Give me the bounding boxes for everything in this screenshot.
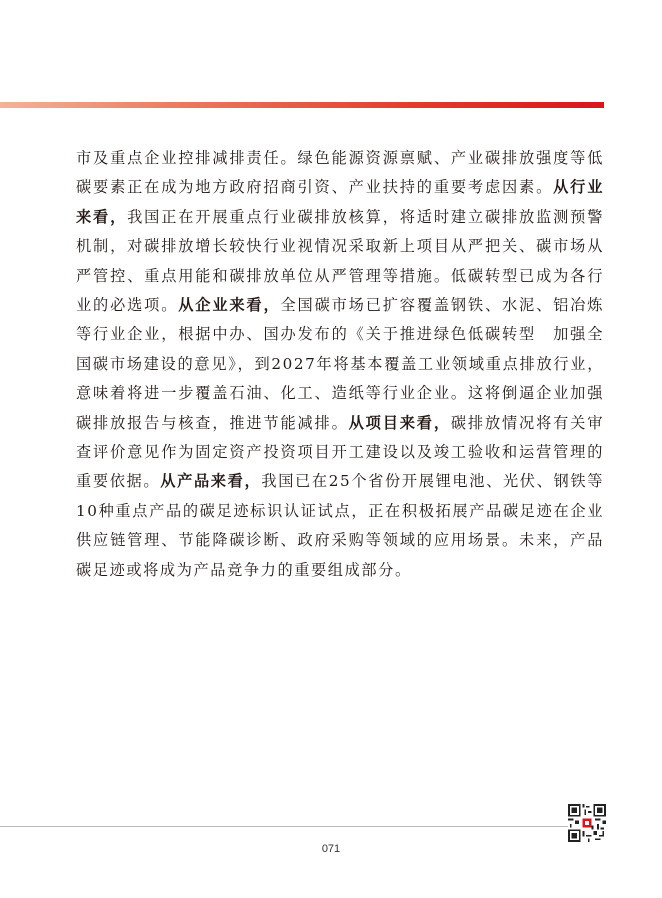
section-heading-industry: 从行业来看， [76,178,604,226]
text-segment: 全国碳市场已扩容覆盖钢铁、水泥、铝冶炼等行业企业，根据中办、国办发布的《关于推进绿色低碳转型 加强全国碳市场建设的意见》，到2027年将基本覆盖工业领域重点排放行业，意味着将进一步覆盖石油、化工、造纸等行业企业。这将倒逼企业加强碳排放报告与核查，推进节能减排。 [76,296,604,432]
body-paragraph [76,144,604,585]
text-segment: 我国正在开展重点行业碳排放核算，将适时建立碳排放监测预警机制，对碳排放增长较快行业视情况采取新上项目从严把关、碳市场从严管控、重点用能和碳排放单位从严管理等措施。低碳转型已成为各行业的必选项。 [76,207,604,315]
footer-divider [0,826,570,827]
section-heading-project: 从项目来看， [348,413,451,432]
text-segment: 市及重点企业控排减排责任。绿色能源资源禀赋、产业碳排放强度等低碳要素正在成为地方政府招商引资、产业扶持的重要考虑因素。 [76,149,604,197]
text-segment: 碳排放情况将有关审查评价意见作为固定资产投资项目开工建设以及竣工验收和运营管理的重要依据。 [76,413,604,491]
section-heading-product: 从产品来看， [160,472,262,491]
text-segment: 我国已在25个省份开展锂电池、光伏、钢铁等10种重点产品的碳足迹标识认证试点，正在积极拓展产品碳足迹在企业供应链管理、节能降碳诊断、政府采购等领域的应用场景。未来，产品碳足迹或将成为产品竞争力的重要组成部分。 [76,472,604,579]
page-number: 071 [321,843,341,855]
qr-code-icon [568,804,606,842]
section-heading-enterprise: 从企业来看， [178,296,281,315]
header-accent-bar [0,102,604,108]
